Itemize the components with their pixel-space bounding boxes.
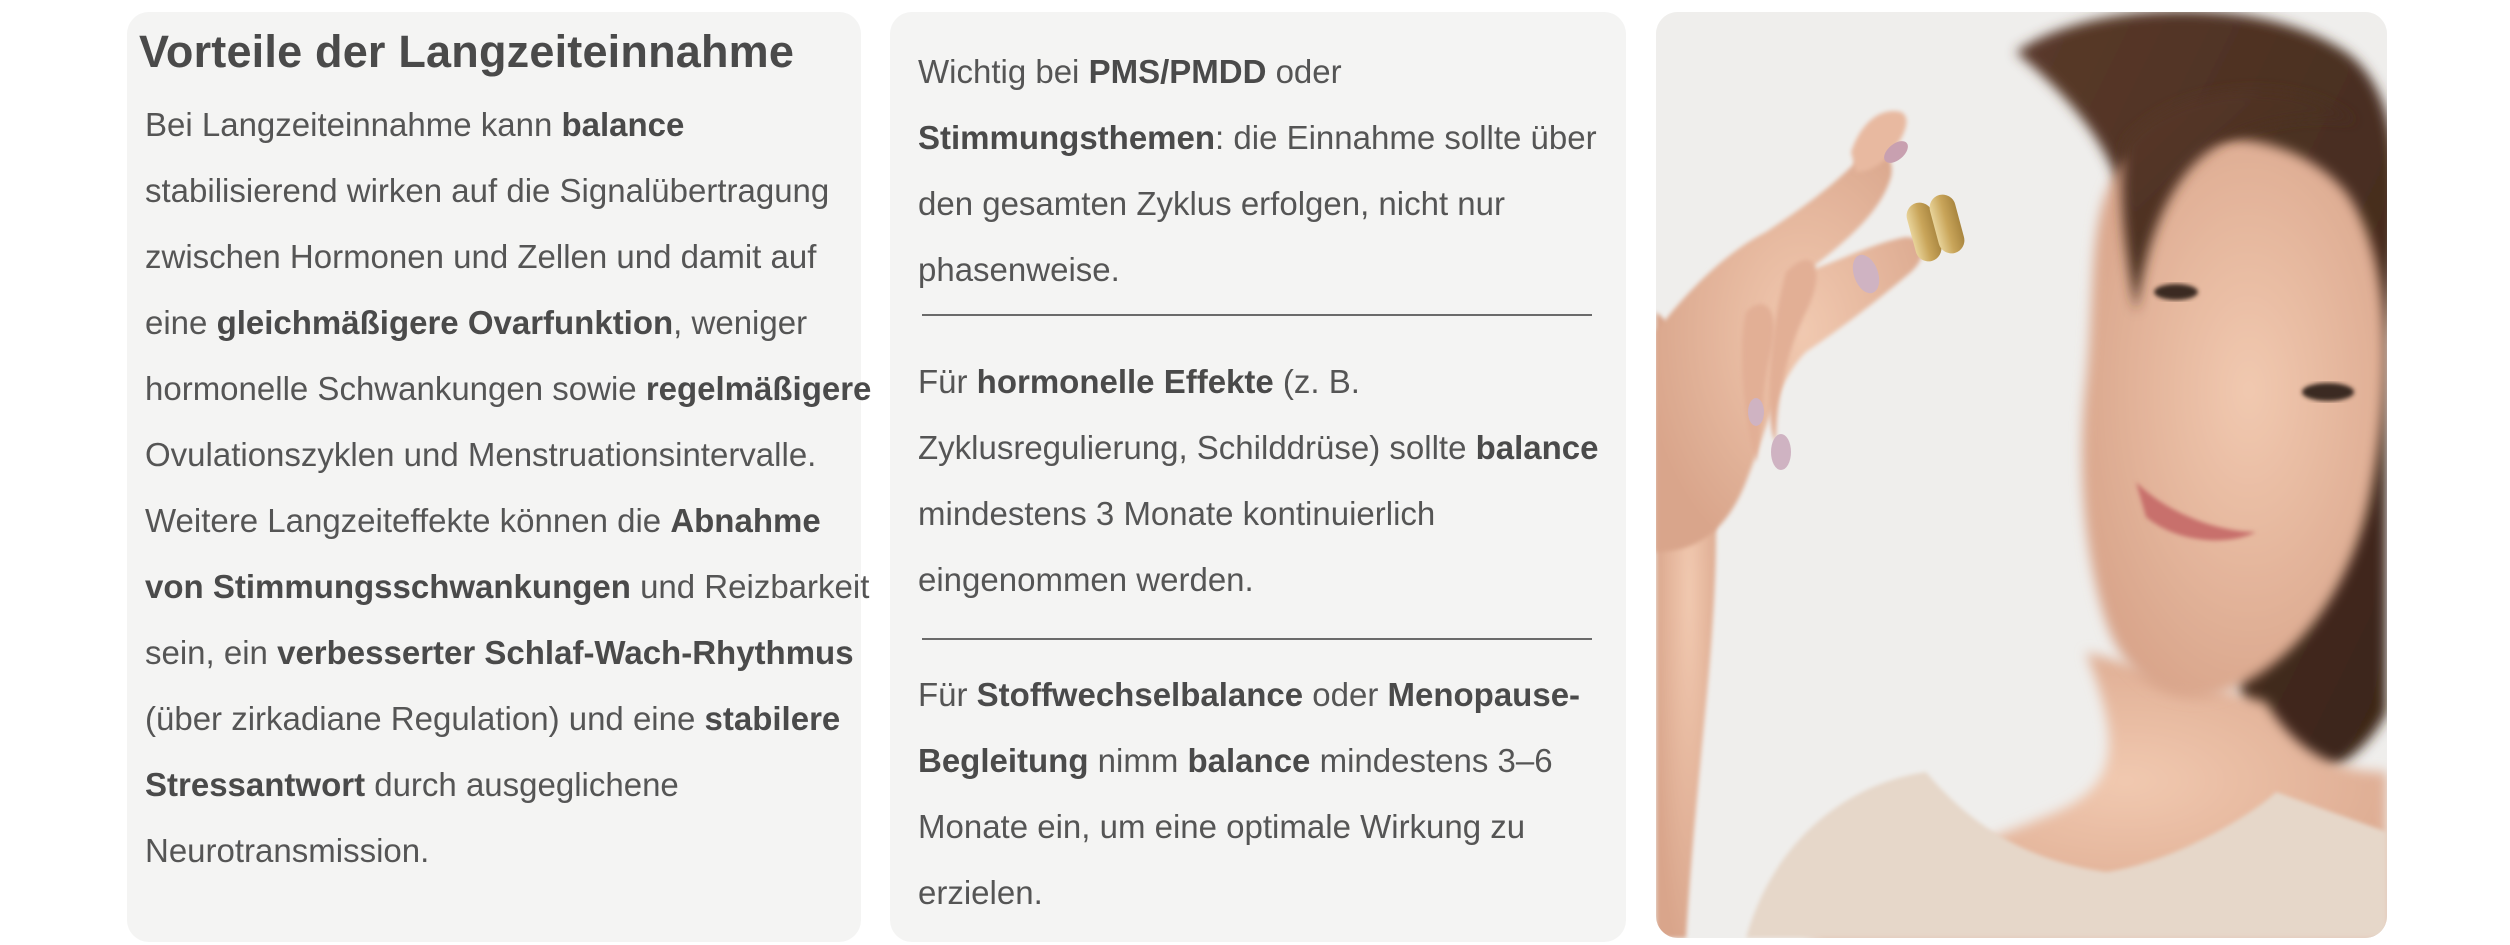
- brand-name: balance: [561, 106, 685, 143]
- divider: [922, 314, 1592, 316]
- intake-info-card: [890, 12, 1626, 942]
- emphasis-text: Stoffwechselbalance: [976, 676, 1304, 713]
- brand-name: balance: [1475, 429, 1599, 466]
- paragraph-text: mindestens 3 Monate kontinuierlich eingenommen werden.: [918, 495, 1436, 598]
- emphasis-text: stabilere Stressantwort: [145, 700, 841, 803]
- paragraph-text: oder: [1303, 676, 1388, 713]
- metabolism-paragraph: [918, 662, 1624, 926]
- paragraph-text: : die Einnahme sollte über den gesamten Zyklus erfolgen, nicht nur phasenweise.: [918, 119, 1597, 288]
- emphasis-text: hormonelle Effekte: [976, 363, 1274, 400]
- hormonal-paragraph: [918, 349, 1624, 613]
- pms-paragraph: [918, 39, 1624, 303]
- paragraph-text: stabilisierend wirken auf die Signalübertragung zwischen Hormonen und Zellen und damit auf eine: [145, 172, 830, 341]
- benefits-paragraph: [145, 92, 885, 884]
- divider: [922, 638, 1592, 640]
- emphasis-text: verbesserter Schlaf-Wach-Rhythmus: [277, 634, 854, 671]
- photo-woman-holding-capsules-icon: [1656, 12, 2387, 938]
- paragraph-text: Ovulationszyklen und Menstruationsintervalle. Weitere Langzeiteffekte können die: [145, 436, 817, 539]
- paragraph-text: (über zirkadiane Regulation) und eine: [145, 700, 705, 737]
- paragraph-text: oder: [1266, 53, 1342, 90]
- paragraph-text: Für: [918, 363, 977, 400]
- benefits-title: Vorteile der Langzeiteinnahme: [139, 26, 795, 77]
- paragraph-text: Wichtig bei: [918, 53, 1089, 90]
- paragraph-text: durch ausgeglichene Neurotransmission.: [145, 766, 679, 869]
- paragraph-text: , weniger hormonelle Schwankungen sowie: [145, 304, 808, 407]
- paragraph-text: mindestens 3–6 Monate ein, um eine optimale Wirkung zu erzielen.: [918, 742, 1553, 911]
- emphasis-text: Abnahme von Stimmungsschwankungen: [145, 502, 821, 605]
- paragraph-text: und Reizbarkeit sein, ein: [145, 568, 870, 671]
- emphasis-text: Menopause-Begleitung: [918, 676, 1581, 779]
- emphasis-text: regelmäßigere: [645, 370, 872, 407]
- brand-name: balance: [1187, 742, 1311, 779]
- product-photo: [1656, 12, 2387, 938]
- paragraph-text: (z. B. Zyklusregulierung, Schilddrüse) sollte: [918, 363, 1476, 466]
- benefits-card: [127, 12, 872, 942]
- emphasis-text: gleichmäßigere Ovarfunktion: [216, 304, 674, 341]
- paragraph-text: Bei Langzeiteinnahme kann: [145, 106, 562, 143]
- emphasis-text: PMS/PMDD: [1088, 53, 1267, 90]
- emphasis-text: Stimmungsthemen: [918, 119, 1216, 156]
- paragraph-text: Für: [918, 676, 977, 713]
- paragraph-text: nimm: [1088, 742, 1188, 779]
